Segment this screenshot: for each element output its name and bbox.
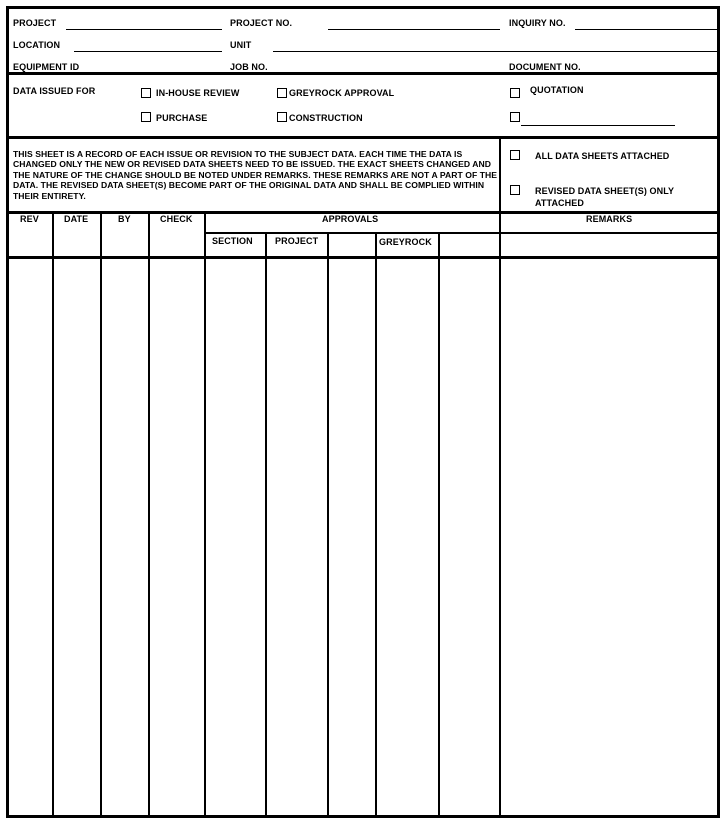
in-house-review-checkbox[interactable] (141, 88, 151, 98)
col-line-blank (327, 233, 329, 816)
col-greyrock-header: GREYROCK (379, 237, 432, 247)
unit-field[interactable] (273, 51, 717, 52)
issued-for-label: DATA ISSUED FOR (13, 86, 96, 96)
col-line-by (100, 213, 102, 816)
project-field[interactable] (66, 29, 222, 30)
inquiry-no-field[interactable] (575, 29, 717, 30)
location-field[interactable] (74, 51, 222, 52)
inquiry-no-label: INQUIRY NO. (509, 18, 566, 28)
document-no-label: DOCUMENT NO. (509, 62, 581, 72)
project-no-field[interactable] (328, 29, 500, 30)
col-line-date (52, 213, 54, 816)
col-line-blank2 (438, 233, 440, 816)
issued-for-divider (6, 136, 720, 139)
construction-checkbox[interactable] (277, 112, 287, 122)
equipment-id-label: EQUIPMENT ID (13, 62, 80, 72)
project-no-label: PROJECT NO. (230, 18, 293, 28)
greyrock-approval-label: GREYROCK APPROVAL (289, 88, 395, 98)
approvals-subheader-line (204, 232, 720, 234)
revised-sheets-checkbox[interactable] (510, 185, 520, 195)
quotation-checkbox[interactable] (510, 88, 520, 98)
in-house-review-label: IN-HOUSE REVIEW (156, 88, 240, 98)
quotation-label: QUOTATION (530, 85, 584, 95)
revised-sheets-label-line2: ATTACHED (535, 198, 584, 208)
approvals-header: APPROVALS (322, 214, 379, 224)
col-section-header: SECTION (212, 236, 253, 246)
all-data-sheets-checkbox[interactable] (510, 150, 520, 160)
job-no-label: JOB NO. (230, 62, 268, 72)
other-checkbox[interactable] (510, 112, 520, 122)
col-remarks-header: REMARKS (586, 214, 633, 224)
col-date-header: DATE (64, 214, 89, 224)
table-header-divider (6, 256, 720, 259)
col-check-header: CHECK (160, 214, 193, 224)
unit-label: UNIT (230, 40, 252, 50)
other-field[interactable] (521, 125, 675, 126)
col-line-check (148, 213, 150, 816)
purchase-label: PURCHASE (156, 113, 208, 123)
col-line-section (204, 213, 206, 816)
revision-notice-text: THIS SHEET IS A RECORD OF EACH ISSUE OR REVISION TO THE SUBJECT DATA. EACH TIME THE DATA IS CHANGED ONLY THE NEW OR REVISED DATA SHEETS NEED TO BE ISSUED. THE EXACT SHEETS CHANGED AND THE NATURE OF THE CHANGE SHOULD BE NOTED UNDER REMARKS. THESE REMARKS ARE NOT A PART OF THE DATA. THE REVISED DATA SHEET(S) BECOME PART OF THE ORIGINAL DATA AND SHALL BE COMPLIED WITHIN THEIR ENTIRETY. (13, 149, 498, 201)
col-rev-header: REV (20, 214, 39, 224)
revised-sheets-label-line1: REVISED DATA SHEET(S) ONLY (535, 186, 675, 196)
purchase-checkbox[interactable] (141, 112, 151, 122)
remarks-column-divider (499, 137, 501, 816)
form-frame (6, 6, 720, 818)
construction-label: CONSTRUCTION (289, 113, 363, 123)
col-project-header: PROJECT (275, 236, 319, 246)
all-data-sheets-label: ALL DATA SHEETS ATTACHED (535, 151, 670, 161)
col-line-project (265, 233, 267, 816)
col-line-greyrock (375, 233, 377, 816)
header-divider (6, 72, 720, 75)
greyrock-approval-checkbox[interactable] (277, 88, 287, 98)
col-by-header: BY (118, 214, 131, 224)
location-label: LOCATION (13, 40, 61, 50)
project-label: PROJECT (13, 18, 57, 28)
